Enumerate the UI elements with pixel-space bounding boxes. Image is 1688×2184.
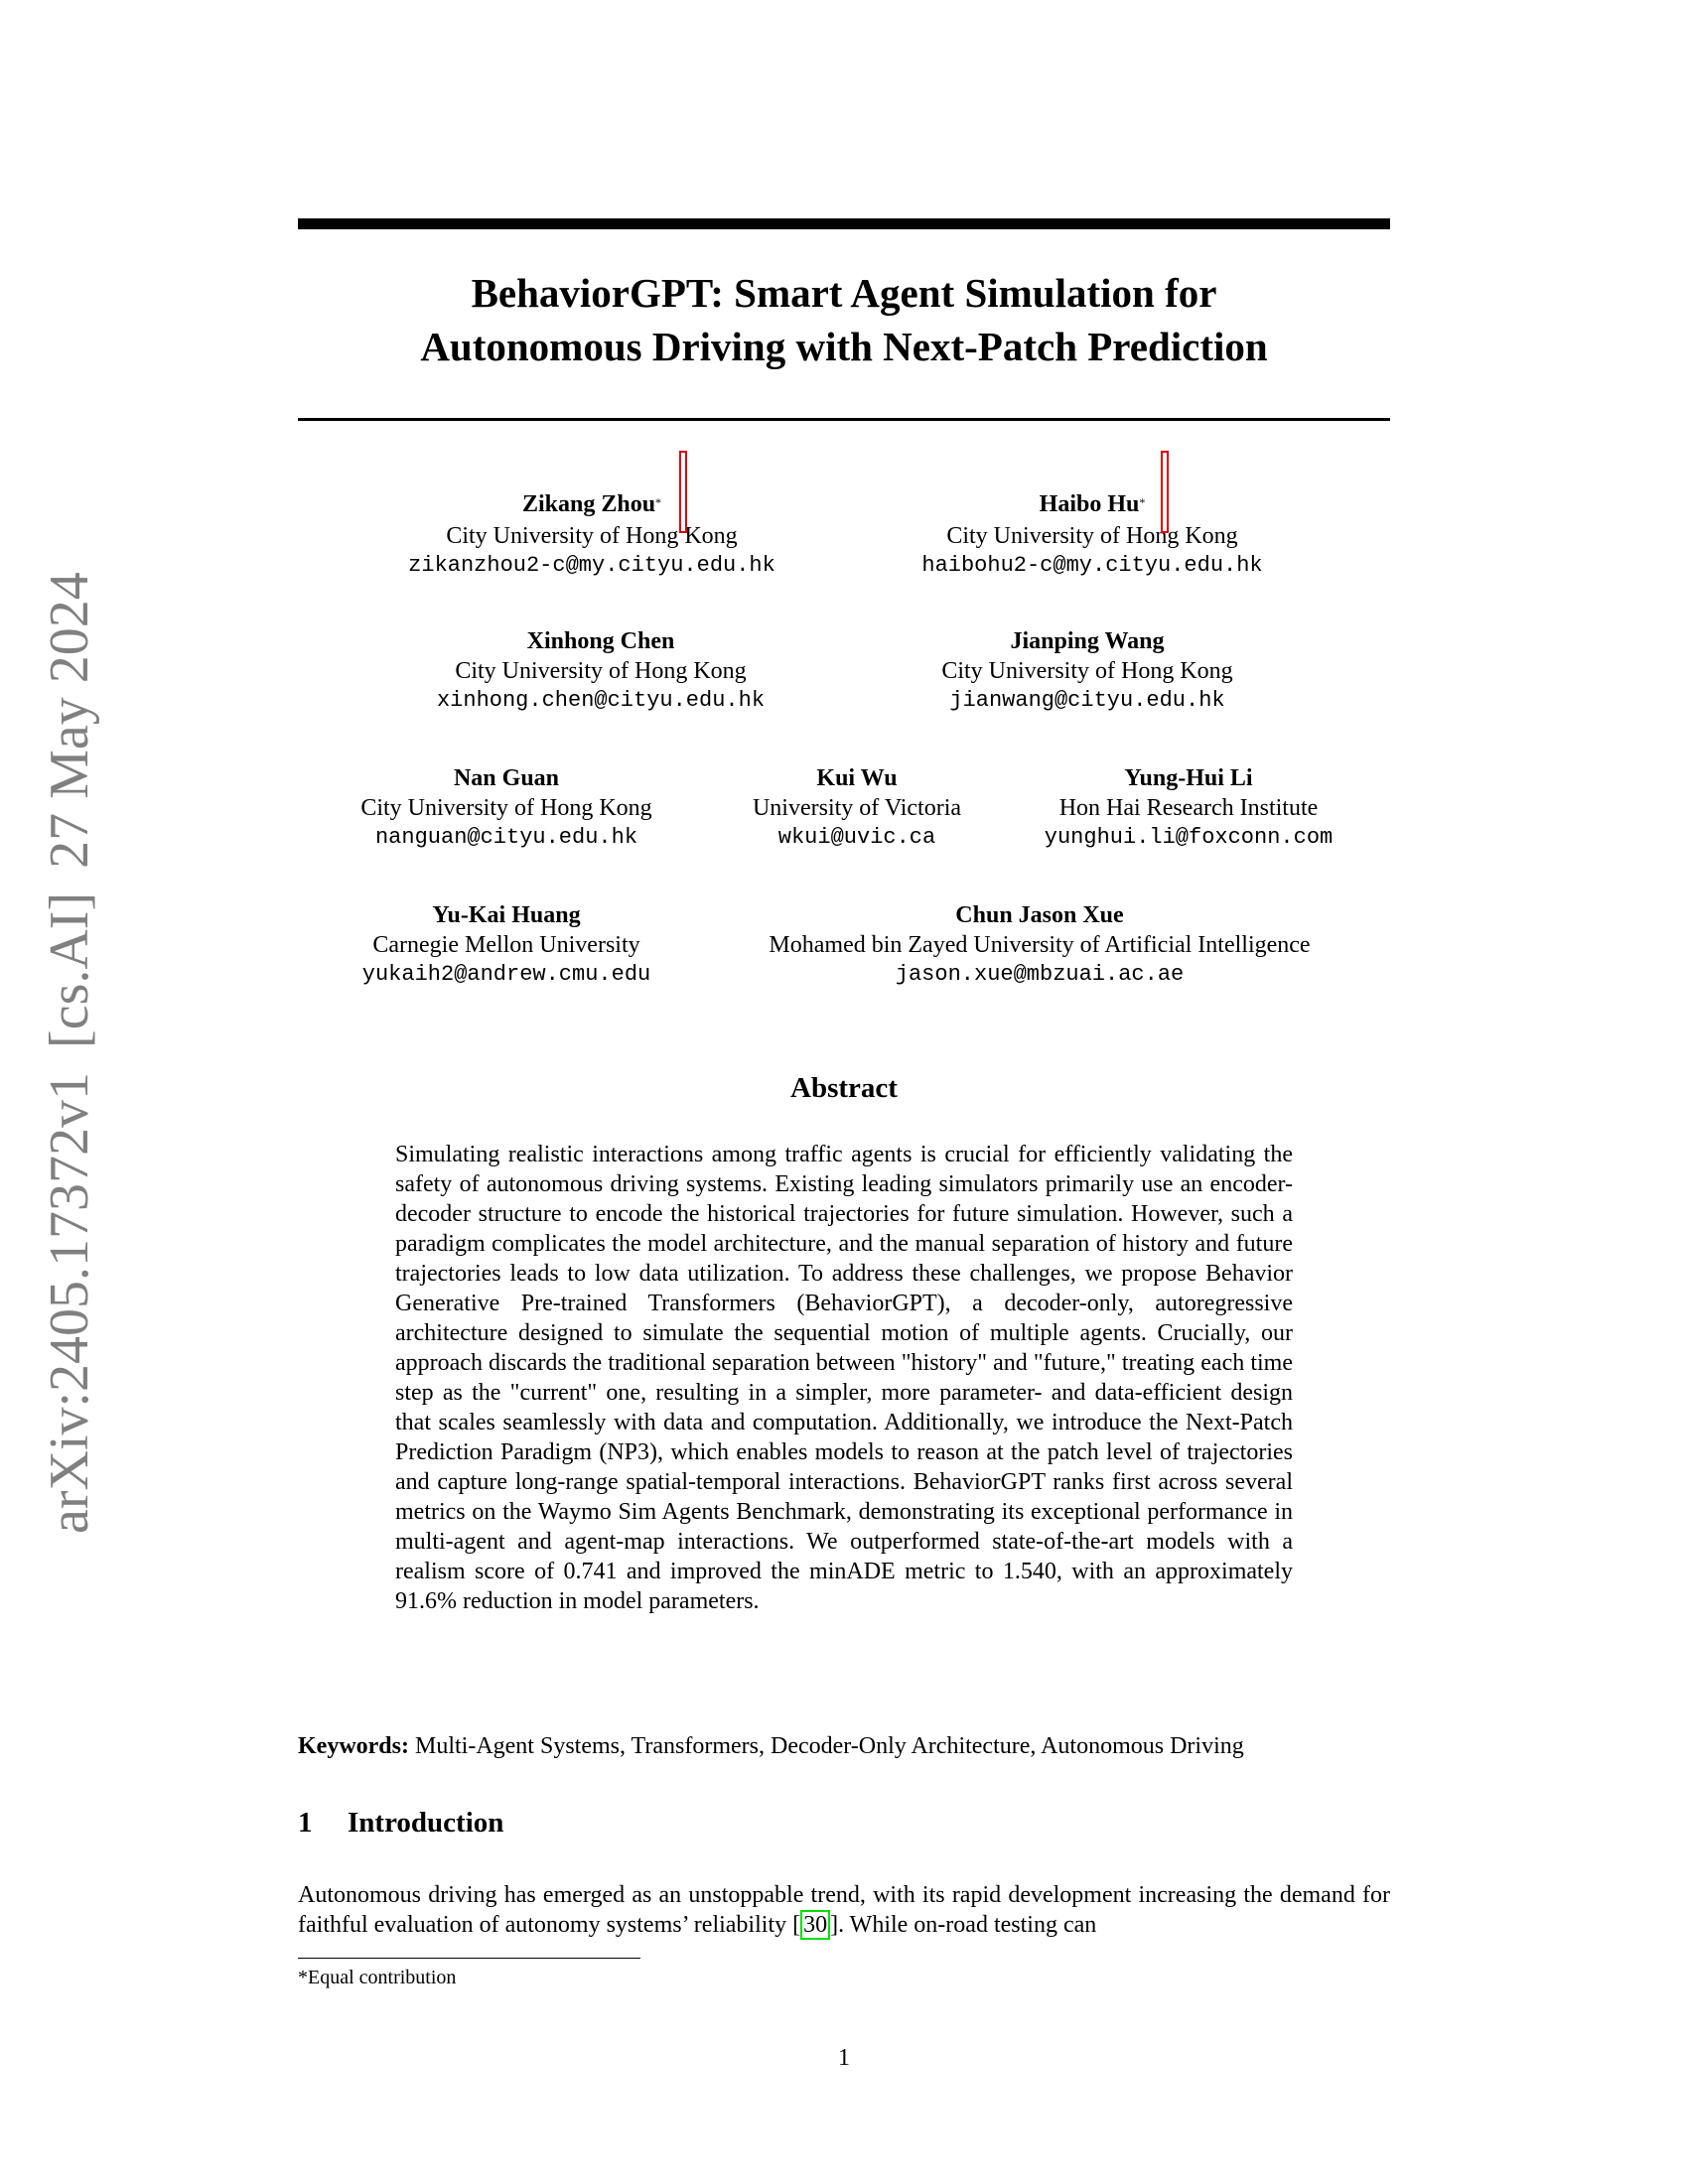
- section-number: 1: [298, 1807, 313, 1839]
- footnote-link-box[interactable]: [679, 451, 687, 533]
- footnote-link-box[interactable]: [1161, 451, 1169, 533]
- author-block: [360, 764, 651, 853]
- keywords-value: Multi-Agent Systems, Transformers, Decoder-Only Architecture, Autonomous Driving: [414, 1733, 1244, 1759]
- section-title: Introduction: [348, 1807, 504, 1839]
- abstract-heading: Abstract: [790, 1072, 898, 1104]
- author-name: Xinhong Chen: [526, 628, 675, 654]
- arxiv-category: [cs.AI]: [39, 891, 100, 1048]
- author-block: [921, 490, 1262, 581]
- citation-link[interactable]: 30: [800, 1910, 830, 1940]
- author-name: Yung-Hui Li: [1124, 765, 1253, 791]
- page-number: 1: [838, 2045, 850, 2071]
- arxiv-date: 27 May 2024: [39, 572, 100, 869]
- author-affiliation: University of Victoria: [752, 794, 962, 821]
- author-email: zikanzhou2-c@my.cityu.edu.hk: [408, 553, 775, 578]
- author-name: Jianping Wang: [1010, 628, 1165, 654]
- arxiv-id: arXiv:2405.17372v1: [39, 1071, 100, 1534]
- keywords-label: Keywords:: [298, 1733, 409, 1759]
- author-affiliation: Mohamed bin Zayed University of Artificial Intelligence: [769, 931, 1311, 958]
- author-email: xinhong.chen@cityu.edu.hk: [436, 688, 766, 713]
- section-heading: [298, 1807, 503, 1840]
- author-block: [437, 627, 765, 716]
- author-affiliation: Carnegie Mellon University: [372, 931, 640, 958]
- author-email: yukaih2@andrew.cmu.edu: [361, 962, 651, 987]
- author-email: jianwang@cityu.edu.hk: [949, 688, 1225, 713]
- title-line-1: BehaviorGPT: Smart Agent Simulation for: [471, 270, 1217, 316]
- author-name: Nan Guan: [453, 765, 560, 791]
- author-affiliation: City University of Hong Kong: [941, 657, 1233, 684]
- arxiv-stamp: [38, 572, 101, 1534]
- paper-title: [298, 266, 1390, 373]
- keywords: [298, 1733, 1390, 1760]
- author-name: Haibo Hu: [1039, 491, 1140, 517]
- abstract-text: Simulating realistic interactions among traffic agents is crucial for efficiently validating the safety of autonomous driving systems. Existing leading simulators primarily use an encoder-decoder structure to encode the historical trajectories for future simulation. However, such a paradigm complicates the model architecture, and the manual separation of history and future trajectories leads to low data utilization. To address these challenges, we propose Behavior Generative Pre-trained Transformers (BehaviorGPT), a decoder-only, autoregressive architecture designed to simulate the sequential motion of multiple agents. Crucially, our approach discards the traditional separation between "history" and "future," treating each time step as the "current" one, resulting in a simpler, more parameter- and data-efficient design that scales seamlessly with data and computation. Additionally, we introduce the Next-Patch Prediction Paradigm (NP3), which enables models to reason at the patch level of trajectories and capture long-range spatial-temporal interactions. BehaviorGPT ranks first across several metrics on the Waymo Sim Agents Benchmark, demonstrating its exceptional performance in multi-agent and agent-map interactions. We outperformed state-of-the-art models with a realism score of 0.741 and improved the minADE metric to 1.540, with an approximately 91.6% reduction in model parameters.: [395, 1142, 1293, 1614]
- title-bottom-rule: [298, 418, 1390, 421]
- author-name: Chun Jason Xue: [955, 902, 1124, 928]
- footnote: *Equal contribution: [298, 1967, 457, 1988]
- author-affiliation: City University of Hong Kong: [946, 522, 1238, 549]
- author-affiliation: Hon Hai Research Institute: [1058, 794, 1319, 821]
- author-email: jason.xue@mbzuai.ac.ae: [895, 962, 1185, 987]
- intro-text-continued: ]. While on-road testing can: [830, 1912, 1097, 1938]
- author-block: [769, 901, 1310, 990]
- author-block: [941, 627, 1232, 716]
- author-email: wkui@uvic.ca: [777, 825, 936, 850]
- author-block: [408, 490, 775, 581]
- author-affiliation: City University of Hong Kong: [455, 657, 747, 684]
- author-email: nanguan@cityu.edu.hk: [374, 825, 638, 850]
- intro-text: Autonomous driving has emerged as an unstoppable trend, with its rapid development increasing the demand for faithful evaluation of autonomy systems’ reliability [: [298, 1882, 1390, 1938]
- author-email: yunghui.li@foxconn.com: [1044, 825, 1334, 850]
- title-top-rule: [298, 218, 1390, 229]
- intro-paragraph: [298, 1880, 1390, 1940]
- author-affiliation: City University of Hong Kong: [360, 794, 652, 821]
- equal-contribution-mark[interactable]: *: [1139, 495, 1146, 509]
- footnote-rule: [298, 1958, 640, 1959]
- author-name: Yu-Kai Huang: [432, 902, 581, 928]
- author-name: Zikang Zhou: [521, 491, 656, 517]
- author-name: Kui Wu: [816, 765, 898, 791]
- author-email: haibohu2-c@my.cityu.edu.hk: [921, 553, 1263, 578]
- author-affiliation: City University of Hong Kong: [446, 522, 738, 549]
- author-block: [753, 764, 961, 853]
- equal-contribution-mark[interactable]: *: [655, 495, 662, 509]
- author-block: [362, 901, 650, 990]
- title-line-2: Autonomous Driving with Next-Patch Prediction: [420, 324, 1268, 369]
- author-block: [1045, 764, 1333, 853]
